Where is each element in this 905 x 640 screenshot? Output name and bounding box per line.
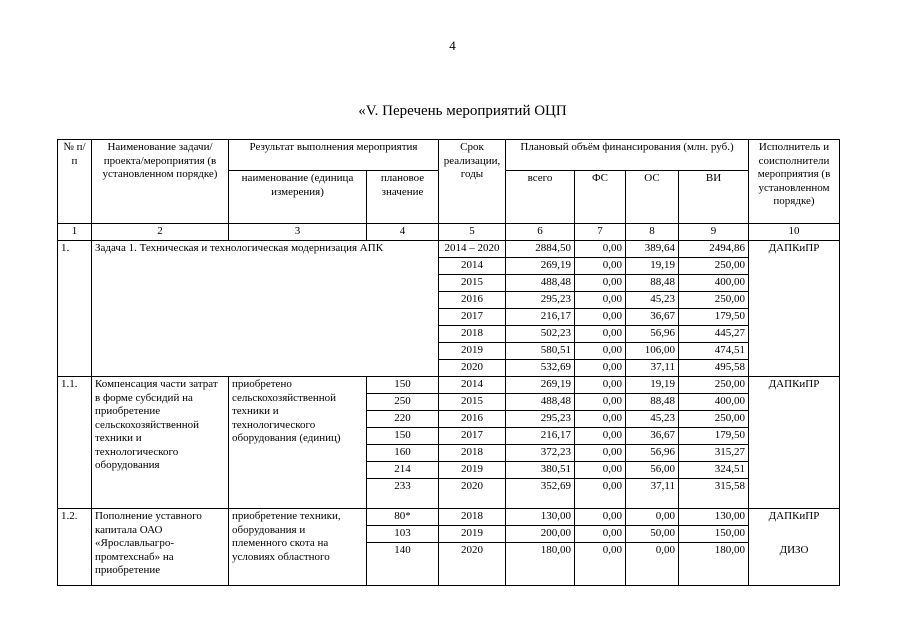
- total-cell: 372,23: [506, 445, 575, 462]
- col-number: 6: [506, 224, 575, 241]
- period-cell: 2020: [439, 360, 506, 377]
- value-cell: 250: [367, 394, 439, 411]
- header-total: всего: [506, 171, 575, 224]
- fs-cell: 0,00: [575, 241, 626, 258]
- header-name: Наименование задачи/ проекта/мероприятия (в установленном порядке): [92, 140, 229, 224]
- value-cell: 103: [367, 526, 439, 543]
- period-cell: 2016: [439, 292, 506, 309]
- os-cell: 56,00: [626, 462, 679, 479]
- fs-cell: 0,00: [575, 309, 626, 326]
- header-os: ОС: [626, 171, 679, 224]
- vi-cell: 250,00: [679, 258, 749, 275]
- fs-cell: 0,00: [575, 292, 626, 309]
- vi-cell: 2494,86: [679, 241, 749, 258]
- measures-table: [57, 139, 840, 586]
- col-number: 1: [58, 224, 92, 241]
- period-cell: 2018: [439, 326, 506, 343]
- period-cell: 2015: [439, 394, 506, 411]
- vi-cell: 324,51: [679, 462, 749, 479]
- total-cell: 2884,50: [506, 241, 575, 258]
- col-number: 2: [92, 224, 229, 241]
- os-cell: 88,48: [626, 275, 679, 292]
- value-cell: 140: [367, 543, 439, 586]
- fs-cell: 0,00: [575, 509, 626, 526]
- os-cell: 45,23: [626, 411, 679, 428]
- vi-cell: 495,58: [679, 360, 749, 377]
- col-number: 8: [626, 224, 679, 241]
- col-number: 10: [749, 224, 840, 241]
- vi-cell: 180,00: [679, 543, 749, 586]
- os-cell: 50,00: [626, 526, 679, 543]
- os-cell: 36,67: [626, 428, 679, 445]
- col-number: 5: [439, 224, 506, 241]
- item12-name: Пополнение уставного капитала ОАО «Ярославльагро-промтехснаб» на приобретение: [92, 509, 229, 586]
- total-cell: 532,69: [506, 360, 575, 377]
- period-cell: 2018: [439, 509, 506, 526]
- task1-name: Задача 1. Техническая и технологическая модернизация АПК: [92, 241, 439, 377]
- os-cell: 56,96: [626, 445, 679, 462]
- value-cell: 80*: [367, 509, 439, 526]
- period-cell: 2014 – 2020: [439, 241, 506, 258]
- os-cell: 37,11: [626, 479, 679, 509]
- item12-num: 1.2.: [58, 509, 92, 586]
- header-result: Результат выполнения мероприятия: [229, 140, 439, 171]
- vi-cell: 400,00: [679, 275, 749, 292]
- col-number: 9: [679, 224, 749, 241]
- period-cell: 2019: [439, 526, 506, 543]
- value-cell: 220: [367, 411, 439, 428]
- item12-executor: [749, 526, 840, 543]
- table-row: [58, 509, 840, 526]
- item11-name: Компенсация части затрат в форме субсидий на приобретение сельскохозяйственной техники и технологического оборудования: [92, 377, 229, 509]
- table-row: [58, 241, 840, 258]
- total-cell: 352,69: [506, 479, 575, 509]
- vi-cell: 179,50: [679, 309, 749, 326]
- total-cell: 269,19: [506, 258, 575, 275]
- total-cell: 580,51: [506, 343, 575, 360]
- header-fs: ФС: [575, 171, 626, 224]
- fs-cell: 0,00: [575, 428, 626, 445]
- os-cell: 88,48: [626, 394, 679, 411]
- table-row: [58, 377, 840, 394]
- os-cell: 56,96: [626, 326, 679, 343]
- period-cell: 2019: [439, 343, 506, 360]
- value-cell: 233: [367, 479, 439, 509]
- value-cell: 214: [367, 462, 439, 479]
- os-cell: 19,19: [626, 258, 679, 275]
- total-cell: 488,48: [506, 394, 575, 411]
- fs-cell: 0,00: [575, 326, 626, 343]
- vi-cell: 150,00: [679, 526, 749, 543]
- os-cell: 36,67: [626, 309, 679, 326]
- period-cell: 2015: [439, 275, 506, 292]
- item11-result-name: приобретено сельскохозяйственной техники и технологического оборудования (единиц): [229, 377, 367, 509]
- period-cell: 2020: [439, 543, 506, 586]
- page-number: 4: [449, 38, 456, 53]
- period-cell: 2018: [439, 445, 506, 462]
- total-cell: 295,23: [506, 292, 575, 309]
- vi-cell: 474,51: [679, 343, 749, 360]
- item11-executor: ДАПКиПР: [749, 377, 840, 509]
- period-cell: 2020: [439, 479, 506, 509]
- fs-cell: 0,00: [575, 275, 626, 292]
- item12-executor: ДАПКиПР: [749, 509, 840, 526]
- vi-cell: 315,58: [679, 479, 749, 509]
- os-cell: 0,00: [626, 543, 679, 586]
- header-executor: Исполнитель и соисполнители мероприятия (в установленном порядке): [749, 140, 840, 224]
- period-cell: 2014: [439, 377, 506, 394]
- fs-cell: 0,00: [575, 445, 626, 462]
- value-cell: 150: [367, 377, 439, 394]
- fs-cell: 0,00: [575, 462, 626, 479]
- vi-cell: 250,00: [679, 377, 749, 394]
- vi-cell: 315,27: [679, 445, 749, 462]
- item12-result-name: приобретение техники, оборудования и племенного скота на условиях областного: [229, 509, 367, 586]
- total-cell: 200,00: [506, 526, 575, 543]
- fs-cell: 0,00: [575, 258, 626, 275]
- vi-cell: 179,50: [679, 428, 749, 445]
- item11-num: 1.1.: [58, 377, 92, 509]
- period-cell: 2016: [439, 411, 506, 428]
- os-cell: 37,11: [626, 360, 679, 377]
- col-number: 3: [229, 224, 367, 241]
- os-cell: 45,23: [626, 292, 679, 309]
- total-cell: 380,51: [506, 462, 575, 479]
- total-cell: 130,00: [506, 509, 575, 526]
- task1-executor: ДАПКиПР: [749, 241, 840, 377]
- value-cell: 150: [367, 428, 439, 445]
- item12-executor: ДИЗО: [749, 543, 840, 586]
- total-cell: 180,00: [506, 543, 575, 586]
- fs-cell: 0,00: [575, 360, 626, 377]
- period-cell: 2017: [439, 309, 506, 326]
- period-cell: 2017: [439, 428, 506, 445]
- section-title: «V. Перечень мероприятий ОЦП: [358, 103, 567, 119]
- fs-cell: 0,00: [575, 377, 626, 394]
- header-result-name: наименование (единица измерения): [229, 171, 367, 224]
- header-vi: ВИ: [679, 171, 749, 224]
- total-cell: 488,48: [506, 275, 575, 292]
- total-cell: 216,17: [506, 309, 575, 326]
- fs-cell: 0,00: [575, 543, 626, 586]
- os-cell: 106,00: [626, 343, 679, 360]
- task1-num: 1.: [58, 241, 92, 377]
- total-cell: 269,19: [506, 377, 575, 394]
- value-cell: 160: [367, 445, 439, 462]
- column-numbers-row: [58, 224, 840, 241]
- fs-cell: 0,00: [575, 394, 626, 411]
- os-cell: 0,00: [626, 509, 679, 526]
- fs-cell: 0,00: [575, 343, 626, 360]
- header-funding: Плановый объём финансирования (млн. руб.): [506, 140, 749, 171]
- vi-cell: 250,00: [679, 292, 749, 309]
- fs-cell: 0,00: [575, 479, 626, 509]
- header-period: Срок реализации, годы: [439, 140, 506, 224]
- col-number: 7: [575, 224, 626, 241]
- total-cell: 502,23: [506, 326, 575, 343]
- period-cell: 2019: [439, 462, 506, 479]
- vi-cell: 250,00: [679, 411, 749, 428]
- col-number: 4: [367, 224, 439, 241]
- total-cell: 216,17: [506, 428, 575, 445]
- fs-cell: 0,00: [575, 526, 626, 543]
- header-result-value: плановое значение: [367, 171, 439, 224]
- os-cell: 389,64: [626, 241, 679, 258]
- period-cell: 2014: [439, 258, 506, 275]
- vi-cell: 130,00: [679, 509, 749, 526]
- fs-cell: 0,00: [575, 411, 626, 428]
- total-cell: 295,23: [506, 411, 575, 428]
- vi-cell: 400,00: [679, 394, 749, 411]
- os-cell: 19,19: [626, 377, 679, 394]
- header-num: № п/п: [58, 140, 92, 224]
- vi-cell: 445,27: [679, 326, 749, 343]
